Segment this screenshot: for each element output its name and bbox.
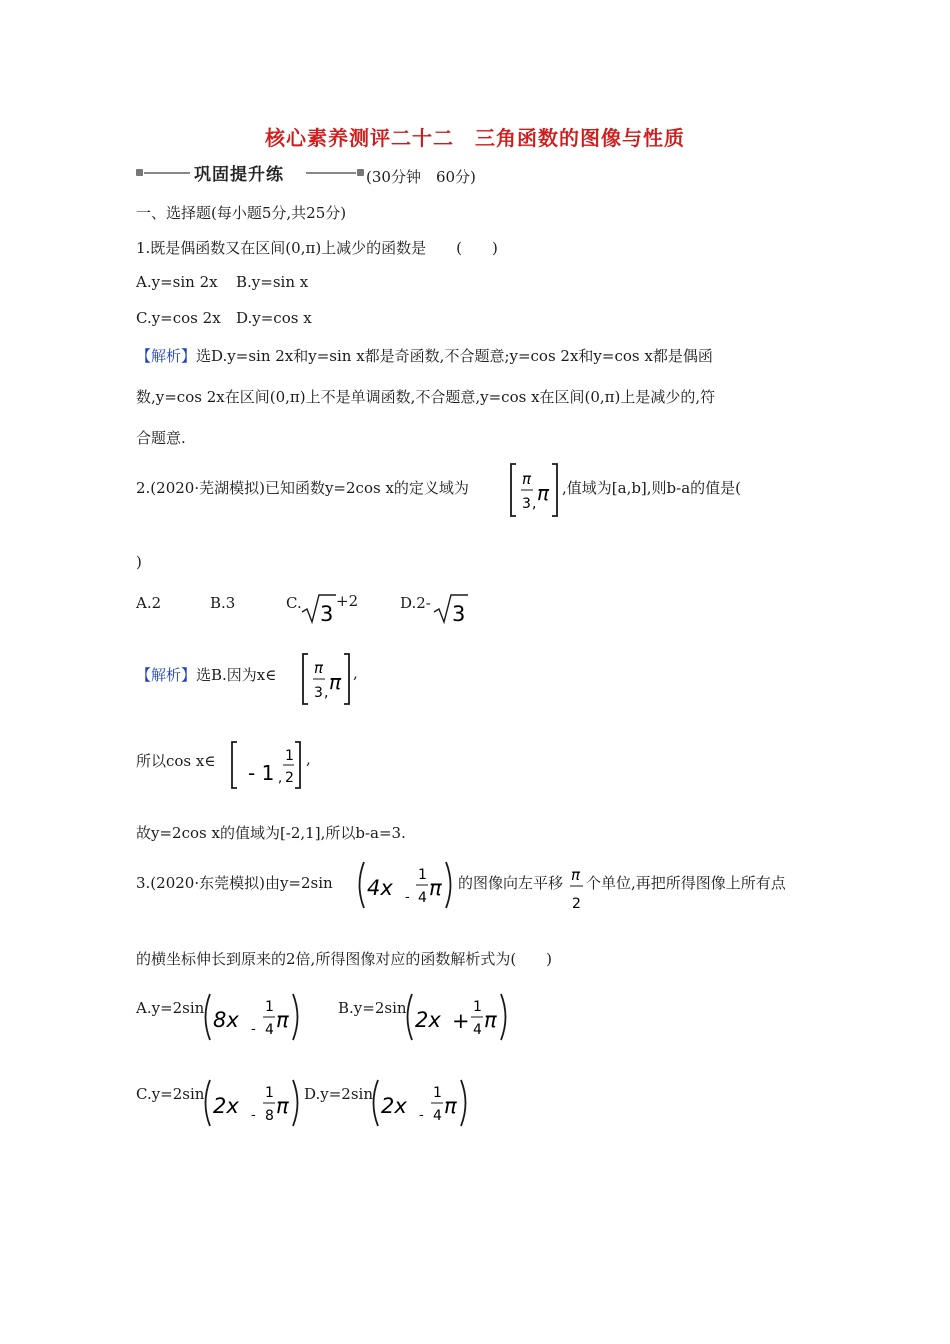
q2-stem-c: ) (136, 553, 142, 571)
q3-stem-a: 3.(2020·东莞模拟)由y=2sin (136, 874, 333, 892)
q3-option-c-argument (200, 1076, 304, 1130)
q2-range-left: - 1 (248, 761, 275, 785)
q1-option-d: D.y=cos x (236, 309, 312, 327)
q2-option-c-prefix: C. (286, 594, 302, 612)
q2-domain-left-bracket (511, 464, 516, 516)
q3-optB-op: + (452, 1009, 470, 1033)
q3-optA-pi: π (276, 1008, 289, 1032)
q2-solution-interval (300, 650, 352, 708)
section-time: (30分钟 60分) (366, 168, 476, 186)
q3-shift-den: 2 (572, 896, 581, 912)
q2-domain-sep: , (532, 496, 537, 512)
q2-option-d-radicand: 3 (452, 602, 466, 626)
q3-shift-num: π (571, 866, 581, 884)
q2-solution-text1: 选B.因为x∈ (196, 666, 277, 684)
q3-optA-num: 1 (265, 999, 274, 1015)
q2-solution-line1 (136, 664, 276, 685)
q3-optC-num: 1 (265, 1085, 274, 1101)
q3-stem-c: 个单位,再把所得图像上所有点 (586, 874, 786, 892)
q3-optC-left-paren (206, 1080, 211, 1126)
banner-left-line (144, 172, 190, 174)
q3-optA-left-paren (206, 994, 211, 1040)
q2-range-num: 1 (285, 748, 294, 764)
q3-arg-pi: π (429, 876, 442, 900)
q3-optB-left-paren (408, 994, 413, 1040)
q3-optD-op: - (419, 1108, 424, 1123)
q2-sol-right: π (329, 670, 342, 694)
q1-stem: 1.既是偶函数又在区间(0,π)上减少的函数是 ( ) (136, 239, 498, 257)
q2-option-c-radicand: 3 (320, 602, 334, 626)
q3-option-c-prefix: C.y=2sin (136, 1085, 205, 1103)
q3-stem-b: 的图像向左平移 (458, 874, 564, 892)
q2-option-d-prefix: D.2- (400, 594, 431, 612)
q3-option-a-argument (200, 990, 304, 1044)
q3-option-d-argument (368, 1076, 472, 1130)
q2-domain-right: π (537, 481, 550, 505)
section-label: 巩固提升练 (194, 165, 284, 185)
q2-sol-sep: , (324, 685, 329, 701)
q2-sol-den: 3 (314, 685, 323, 701)
q3-optA-den: 4 (265, 1022, 274, 1038)
q3-optD-coef: 2x (381, 1094, 407, 1118)
q2-domain-interval (508, 460, 560, 520)
q2-option-a: A.2 (136, 594, 162, 612)
q3-optB-pi: π (484, 1008, 497, 1032)
q1-solution-line1 (136, 345, 713, 366)
q1-solution-tag: 【解析】 (136, 347, 197, 365)
q3-arg-minus: - (405, 890, 410, 905)
q3-optB-right-paren (501, 994, 506, 1040)
q2-sol-num: π (314, 659, 324, 677)
q3-optC-pi: π (276, 1094, 289, 1118)
q3-optB-coef: 2x (415, 1008, 441, 1032)
q3-optD-pi: π (444, 1094, 457, 1118)
q3-shift-fraction (568, 858, 588, 914)
q3-arg-num: 1 (418, 867, 427, 883)
q2-option-c-suffix: +2 (336, 592, 359, 610)
q3-arg-coef: 4x (367, 876, 393, 900)
q2-domain-right-bracket (552, 464, 557, 516)
q1-solution-line3: 合题意. (136, 429, 186, 447)
banner-right-dot (357, 169, 364, 176)
q3-stem-argument (354, 858, 458, 912)
q1-option-c: C.y=cos 2x (136, 309, 221, 327)
page-title: 核心素养测评二十二 三角函数的图像与性质 (265, 126, 685, 150)
q2-sol-right-bracket (344, 654, 349, 704)
q1-solution-line2: 数,y=cos 2x在区间(0,π)上不是单调函数,不合题意,y=cos x在区间(0,π)上是减少的,符 (136, 388, 716, 406)
q2-solution-end2: , (306, 750, 311, 768)
q2-domain-den: 3 (522, 496, 531, 512)
part-heading: 一、选择题(每小题5分,共25分) (136, 204, 347, 222)
q3-option-d-prefix: D.y=2sin (304, 1085, 374, 1103)
q2-domain-num: π (522, 470, 532, 488)
q2-sol-left-bracket (303, 654, 308, 704)
q2-stem-b: ,值域为[a,b],则b-a的值是( (562, 479, 742, 497)
q3-optD-num: 1 (433, 1085, 442, 1101)
q3-option-b-prefix: B.y=2sin (338, 999, 407, 1017)
q2-range-right-bracket (295, 742, 300, 788)
q3-optA-right-paren (293, 994, 298, 1040)
q2-solution-end1: , (353, 664, 358, 682)
q2-option-d-radical (432, 592, 470, 626)
q3-optC-op: - (251, 1108, 256, 1123)
q1-option-a: A.y=sin 2x (136, 273, 218, 291)
q3-stem-d: 的横坐标伸长到原来的2倍,所得图像对应的函数解析式为( ) (136, 950, 553, 968)
q2-range-den: 2 (285, 770, 294, 786)
q2-solution-line3: 故y=2cos x的值域为[-2,1],所以b-a=3. (136, 824, 406, 842)
q3-optB-num: 1 (473, 999, 482, 1015)
q3-optA-op: - (251, 1022, 256, 1037)
q1-option-b: B.y=sin x (236, 273, 309, 291)
q3-optC-coef: 2x (213, 1094, 239, 1118)
q2-solution-tag: 【解析】 (136, 666, 197, 684)
q2-option-b: B.3 (210, 594, 236, 612)
q3-optD-left-paren (374, 1080, 379, 1126)
q2-stem-a: 2.(2020·芜湖模拟)已知函数y=2cos x的定义域为 (136, 479, 469, 497)
q2-range-sep: , (278, 771, 283, 786)
q3-optD-den: 4 (433, 1108, 442, 1124)
q2-range-interval (228, 738, 306, 792)
q3-optA-coef: 8x (213, 1008, 239, 1032)
q3-option-a-prefix: A.y=2sin (136, 999, 205, 1017)
q2-option-c-radical (300, 592, 338, 626)
q3-optC-right-paren (293, 1080, 298, 1126)
q3-optD-right-paren (461, 1080, 466, 1126)
q2-range-left-bracket (232, 742, 237, 788)
q3-optB-den: 4 (473, 1022, 482, 1038)
banner-left-dot (136, 169, 143, 176)
q3-optC-den: 8 (265, 1108, 274, 1124)
q2-solution-line2: 所以cos x∈ (136, 752, 216, 770)
q3-arg-right-paren (446, 862, 451, 908)
q3-option-b-argument (402, 990, 512, 1044)
q3-arg-den: 4 (418, 890, 427, 906)
section-banner (136, 160, 366, 186)
q1-solution-text1: 选D.y=sin 2x和y=sin x都是奇函数,不合题意;y=cos 2x和y=cos x都是偶函 (196, 347, 713, 365)
q3-arg-left-paren (360, 862, 365, 908)
banner-right-line (306, 172, 356, 174)
